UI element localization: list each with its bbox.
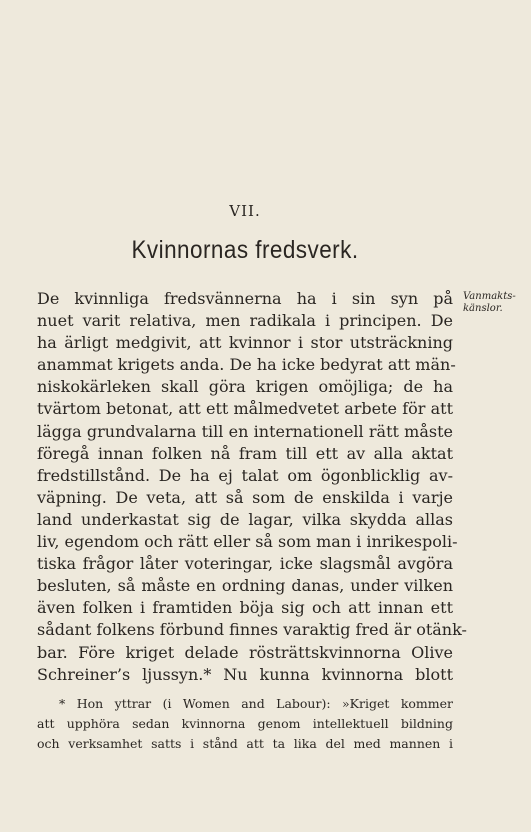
text-line: land underkastat sig de lagar, vilka skydda allas: [37, 509, 453, 529]
text-line: besluten, så måste en ordning danas, under vilken: [37, 576, 453, 596]
text-line: fredstillstånd. De ha ej talat om ögonblicklig av-: [37, 465, 453, 485]
footnote: [37, 694, 453, 754]
text-line: väpning. De veta, att så som de enskilda i varje: [37, 487, 453, 507]
margin-note-line: känslor.: [463, 303, 503, 314]
text-line: tiska frågor låter voteringar, icke slagsmål avgöra: [37, 554, 453, 574]
footnote-line: * Hon yttrar (i Women and Labour): »Kriget kommer: [59, 696, 453, 711]
text-line: Schreiner’s ljussyn.* Nu kunna kvinnorna blott: [37, 664, 453, 684]
text-line: lägga grundvalarna till en internationell rätt måste: [37, 421, 453, 441]
text-line: liv, egendom och rätt eller så som man i inrikespoli-: [37, 532, 458, 552]
text-line: även folken i framtiden böja sig och att innan ett: [37, 598, 453, 618]
body-text: [37, 288, 467, 686]
footnote-line: att upphöra sedan kvinnorna genom intellektuell bildning: [37, 716, 453, 731]
text-line: anammat krigets anda. De ha icke bedyrat att män-: [37, 355, 456, 375]
text-line: De kvinnliga fredsvännerna ha i sin syn på: [37, 289, 453, 308]
chapter-number: VII.: [229, 202, 261, 220]
text-line: bar. Före kriget delade rösträttskvinnorna Olive: [37, 642, 453, 662]
footnote-line: och verksamhet satts i stånd att ta lika del med mannen i: [37, 736, 453, 751]
chapter-title: Kvinnornas fredsverk.: [131, 236, 359, 264]
text-line: ha ärligt medgivit, att kvinnor i stor utsträckning: [37, 333, 453, 353]
margin-note: [463, 291, 531, 315]
text-line: sådant folkens förbund finnes varaktig fred är otänk-: [37, 620, 467, 640]
text-line: föregå innan folken nå fram till ett av alla aktat: [37, 443, 453, 463]
margin-note-line: Vanmakts-: [463, 291, 516, 302]
text-line: tvärtom betonat, att ett målmedvetet arbete för att: [37, 399, 453, 419]
text-line: niskokärleken skall göra krigen omöjliga; de ha: [37, 377, 453, 397]
text-line: nuet varit relativa, men radikala i principen. De: [37, 311, 453, 331]
